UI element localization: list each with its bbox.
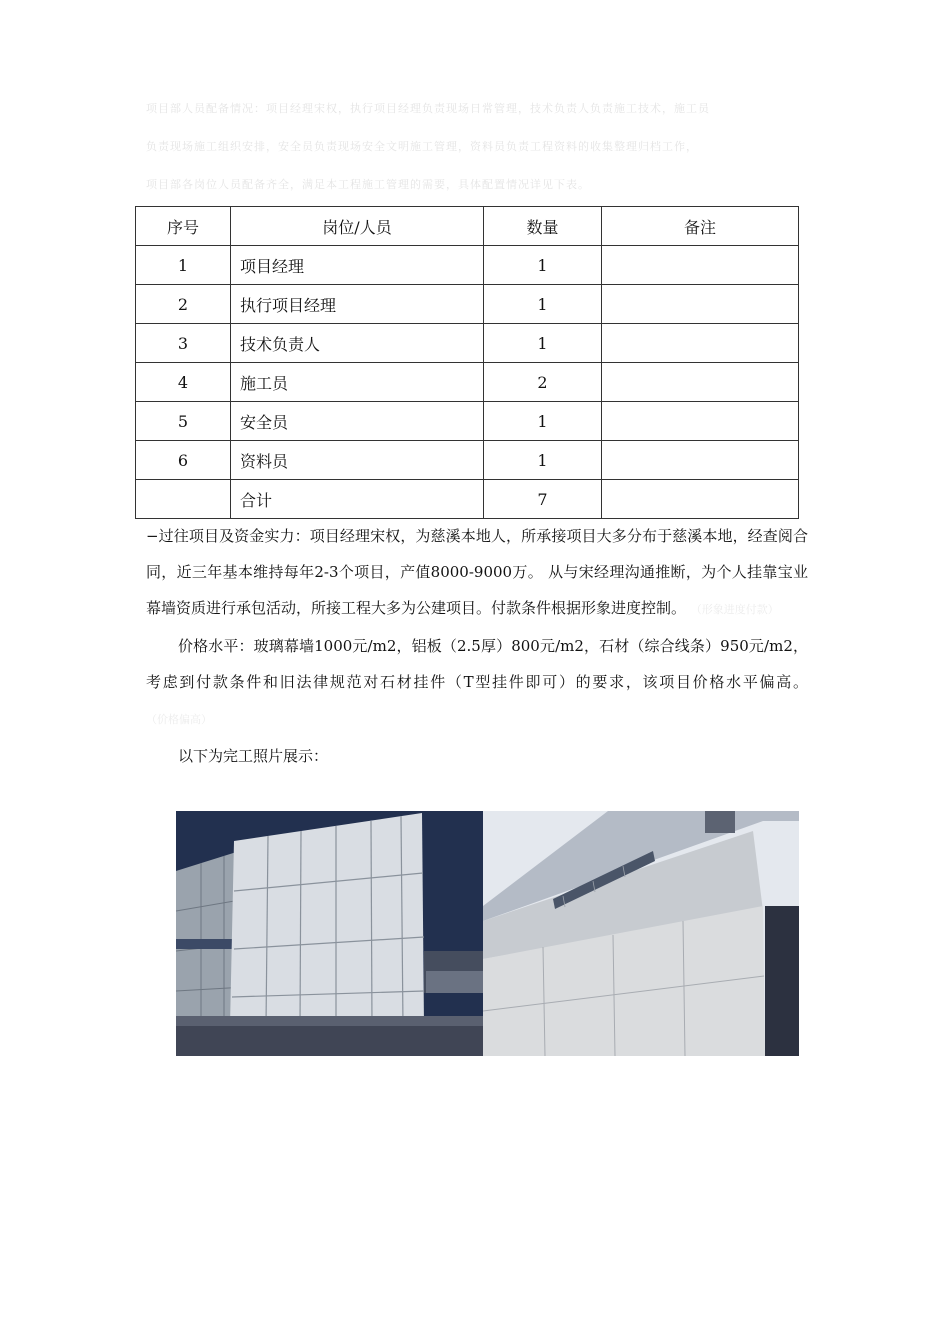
cell-role: 项目经理 bbox=[231, 246, 484, 285]
faint-line: 项目部人员配备情况：项目经理宋权，执行项目经理负责现场日常管理，技术负责人负责施工技术，施工员 bbox=[146, 102, 710, 115]
photos-intro: 以下为完工照片展示： bbox=[178, 747, 329, 765]
staff-table bbox=[135, 206, 799, 519]
cell-role: 技术负责人 bbox=[231, 324, 484, 363]
past-projects-ghost: （形象进度付款） bbox=[690, 603, 779, 616]
price-text: 价格水平：玻璃幕墙1000元/m2，铝板（2.5厚）800元/m2，石材（综合线条）950元/m2，考虑到付款条件和旧法律规范对石材挂件（T型挂件即可）的要求，该项目价格水平偏高。 bbox=[146, 637, 808, 691]
body-text bbox=[146, 518, 808, 774]
cell-qty: 1 bbox=[484, 402, 602, 441]
faint-line: 项目部各岗位人员配备齐全，满足本工程施工管理的需要，具体配置情况详见下表。 bbox=[146, 178, 590, 191]
cell-qty: 2 bbox=[484, 363, 602, 402]
header-no: 序号 bbox=[136, 207, 231, 246]
table-row bbox=[136, 324, 799, 363]
header-qty: 数量 bbox=[484, 207, 602, 246]
faint-line: 负责现场施工组织安排，安全员负责现场安全文明施工管理，资料员负责工程资料的收集整理归档工作， bbox=[146, 140, 698, 153]
cell-note bbox=[602, 480, 799, 519]
cell-no: 4 bbox=[136, 363, 231, 402]
table-row bbox=[136, 246, 799, 285]
cell-qty: 1 bbox=[484, 285, 602, 324]
cell-role: 合计 bbox=[231, 480, 484, 519]
cell-role: 资料员 bbox=[231, 441, 484, 480]
cell-no bbox=[136, 480, 231, 519]
past-projects-paragraph bbox=[146, 518, 808, 628]
cell-no: 2 bbox=[136, 285, 231, 324]
cell-role: 安全员 bbox=[231, 402, 484, 441]
cell-note bbox=[602, 363, 799, 402]
price-ghost: （价格偏高） bbox=[146, 713, 212, 726]
cell-role: 执行项目经理 bbox=[231, 285, 484, 324]
cell-no: 5 bbox=[136, 402, 231, 441]
cell-no: 6 bbox=[136, 441, 231, 480]
glass-wall-illustration bbox=[176, 811, 483, 1056]
photo-glass-curtain-wall bbox=[176, 811, 483, 1056]
cell-role: 施工员 bbox=[231, 363, 484, 402]
past-projects-text: −过往项目及资金实力：项目经理宋权，为慈溪本地人，所承接项目大多分布于慈溪本地，经查阅合同，近三年基本维持每年2-3个项目，产值8000-9000万。 从与宋经理沟通推断，为个人挂靠宝业幕墙资质进行承包活动，所接工程大多为公建项目。付款条件根据形象进度控制。 bbox=[146, 527, 808, 617]
cell-qty: 1 bbox=[484, 441, 602, 480]
table-row bbox=[136, 285, 799, 324]
cell-qty: 1 bbox=[484, 246, 602, 285]
cell-note bbox=[602, 402, 799, 441]
header-role: 岗位/人员 bbox=[231, 207, 484, 246]
cell-no: 1 bbox=[136, 246, 231, 285]
cell-qty: 7 bbox=[484, 480, 602, 519]
table-row bbox=[136, 363, 799, 402]
cell-note bbox=[602, 246, 799, 285]
cell-qty: 1 bbox=[484, 324, 602, 363]
cell-note bbox=[602, 324, 799, 363]
cell-no: 3 bbox=[136, 324, 231, 363]
stone-facade-illustration bbox=[483, 811, 799, 1056]
table-total-row bbox=[136, 480, 799, 519]
price-paragraph bbox=[146, 628, 808, 738]
photo-stone-facade bbox=[483, 811, 799, 1056]
cell-note bbox=[602, 441, 799, 480]
header-note: 备注 bbox=[602, 207, 799, 246]
completion-photos bbox=[176, 811, 799, 1056]
table-row bbox=[136, 402, 799, 441]
cell-note bbox=[602, 285, 799, 324]
faint-header-text bbox=[146, 90, 806, 204]
table-row bbox=[136, 441, 799, 480]
table-header-row bbox=[136, 207, 799, 246]
